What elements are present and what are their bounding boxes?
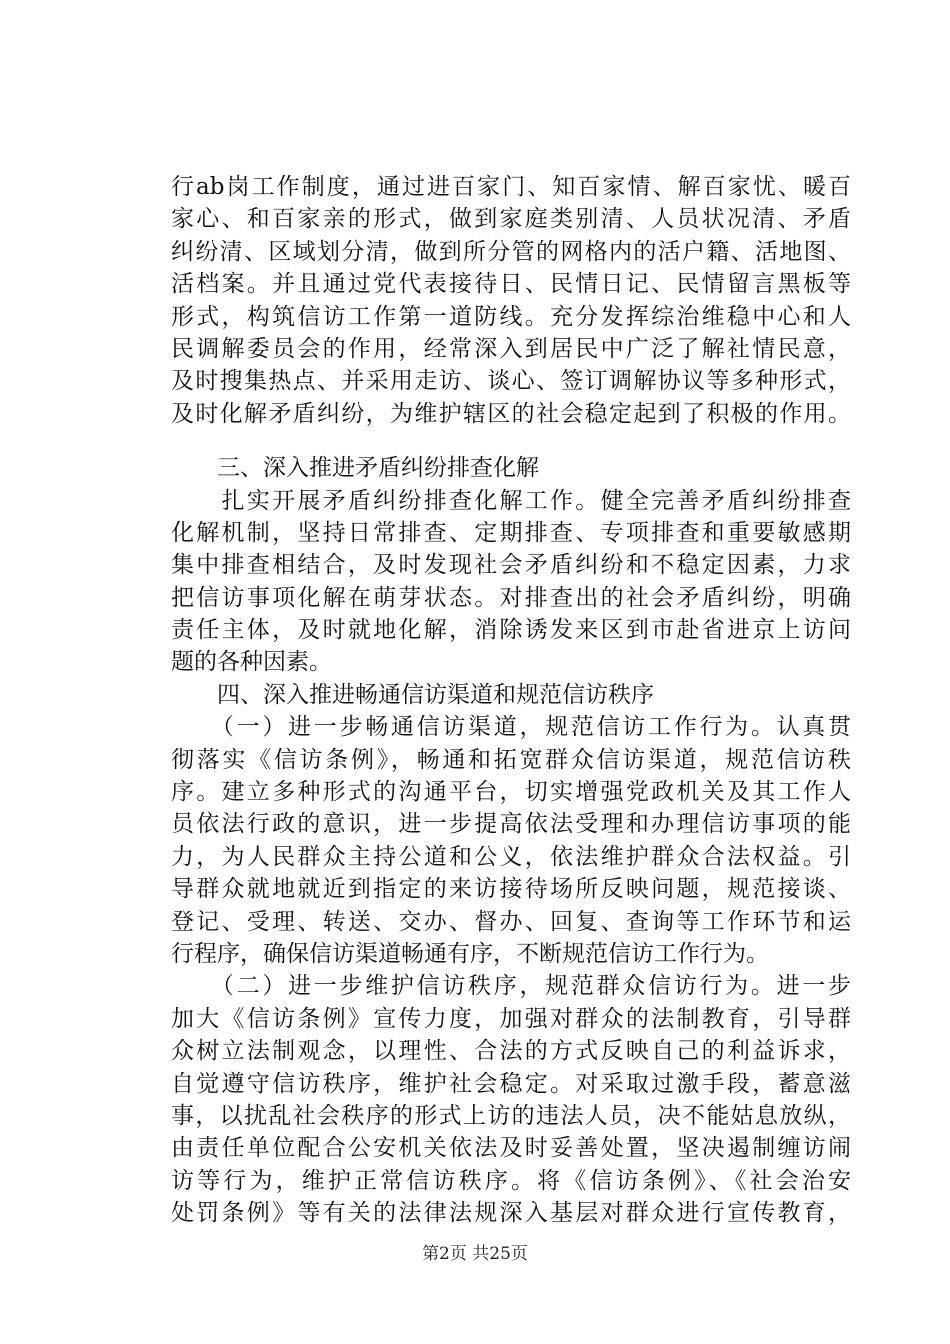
page-number-footer: 第2页 共25页 xyxy=(422,1244,528,1264)
section-heading-3: 三、深入推进矛盾纠纷排查化解 xyxy=(171,455,539,482)
paragraph-dispute-resolution xyxy=(171,485,851,679)
paragraph-petition-order xyxy=(171,970,851,1229)
text-line: 处罚条例》等有关的法律法规深入基层对群众进行宣传教育， xyxy=(171,1200,851,1227)
text-line: 访等行为，维护正常信访秩序。将《信访条例》、《社会治安 xyxy=(171,1167,851,1194)
text-line: 加大《信访条例》宣传力度，加强对群众的法制教育，引导群 xyxy=(171,1005,851,1032)
text-line: 把信访事项化解在萌芽状态。对排查出的社会矛盾纠纷，明确 xyxy=(171,584,851,611)
text-line: 扎实开展矛盾纠纷排查化解工作。健全完善矛盾纠纷排查 xyxy=(171,487,851,514)
text-line: 序。建立多种形式的沟通平台，切实增强党政机关及其工作人 xyxy=(171,779,851,806)
text-line: 员依法行政的意识，进一步提高依法受理和办理信访事项的能 xyxy=(171,811,851,838)
paragraph-gap xyxy=(171,430,851,452)
text-line: 彻落实《信访条例》，畅通和拓宽群众信访渠道，规范信访秩 xyxy=(171,746,851,773)
text-line: 及时化解矛盾纠纷，为维护辖区的社会稳定起到了积极的作用。 xyxy=(171,400,851,427)
text-line: （一）进一步畅通信访渠道，规范信访工作行为。认真贯 xyxy=(171,714,851,741)
text-line: 题的各种因素。 xyxy=(171,649,332,676)
text-line: 自觉遵守信访秩序，维护社会稳定。对采取过激手段，蓄意滋 xyxy=(171,1070,851,1097)
text-line: 及时搜集热点、并采用走访、谈心、签订调解协议等多种形式， xyxy=(171,368,851,395)
text-line: 家心、和百家亲的形式，做到家庭类别清、人员状况清、矛盾 xyxy=(171,206,851,233)
text-line: 纠纷清、区域划分清，做到所分管的网格内的活户籍、活地图、 xyxy=(171,238,851,265)
text-line: 形式，构筑信访工作第一道防线。充分发挥综治维稳中心和人 xyxy=(171,303,851,330)
text-line: 众树立法制观念，以理性、合法的方式反映自己的利益诉求， xyxy=(171,1038,851,1065)
text-line: 责任主体，及时就地化解，消除诱发来区到市赴省进京上访问 xyxy=(171,617,851,644)
text-line: 化解机制，坚持日常排查、定期排查、专项排查和重要敏感期 xyxy=(171,519,851,546)
text-line: 行ab岗工作制度，通过进百家门、知百家情、解百家忧、暖百 xyxy=(171,174,851,200)
text-line: 由责任单位配合公安机关依法及时妥善处置，坚决遏制缠访闹 xyxy=(171,1135,851,1162)
paragraph-grid-management xyxy=(171,171,851,430)
text-line: 行程序，确保信访渠道畅通有序，不断规范信访工作行为。 xyxy=(171,940,769,967)
document-body xyxy=(171,171,851,1230)
text-line: 导群众就地就近到指定的来访接待场所反映问题，规范接谈、 xyxy=(171,876,851,903)
section-heading-4: 四、深入推进畅通信访渠道和规范信访秩序 xyxy=(171,681,654,708)
text-line: 集中排查相结合，及时发现社会矛盾纠纷和不稳定因素，力求 xyxy=(171,552,851,579)
paragraph-petition-channels xyxy=(171,711,851,970)
text-line: 民调解委员会的作用，经常深入到居民中广泛了解社情民意， xyxy=(171,335,851,362)
text-line: 活档案。并且通过党代表接待日、民情日记、民情留言黑板等 xyxy=(171,271,851,298)
text-line: 登记、受理、转送、交办、督办、回复、查询等工作环节和运 xyxy=(171,908,851,935)
text-line: （二）进一步维护信访秩序，规范群众信访行为。进一步 xyxy=(171,973,851,1000)
text-line: 力，为人民群众主持公道和公义，依法维护群众合法权益。引 xyxy=(171,843,851,870)
text-line: 事，以扰乱社会秩序的形式上访的违法人员，决不能姑息放纵， xyxy=(171,1102,851,1129)
